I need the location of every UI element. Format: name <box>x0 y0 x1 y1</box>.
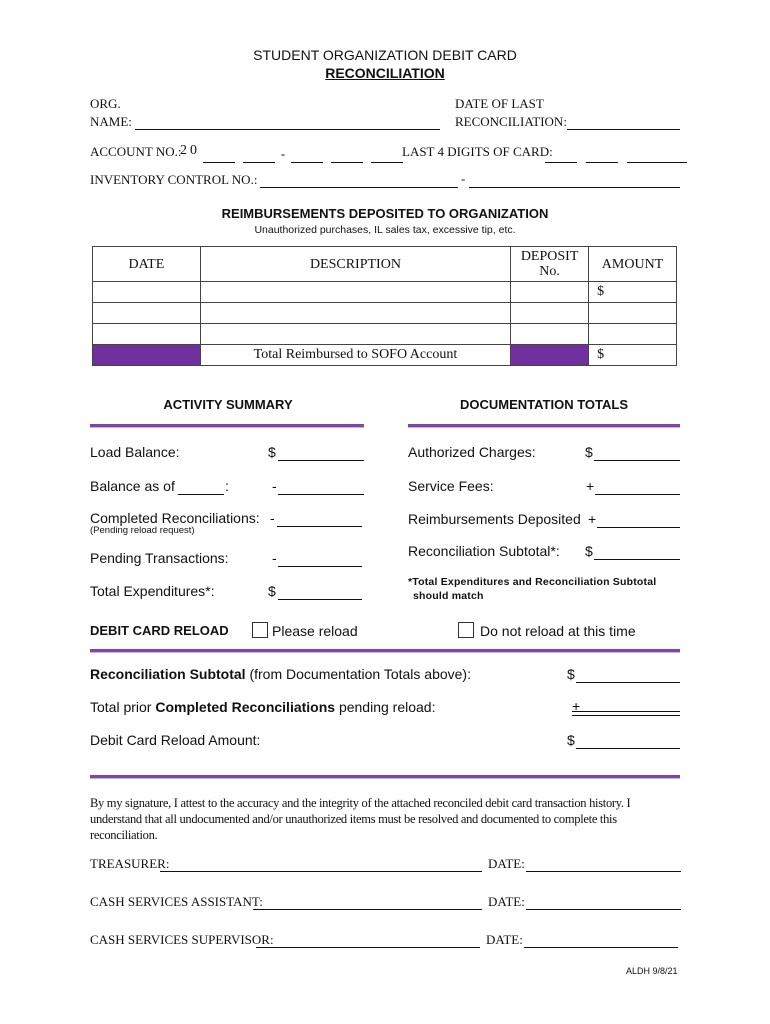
do-not-reload-label: Do not reload at this time <box>480 623 636 639</box>
total-row <box>93 345 677 366</box>
summary-line2-prefix: + <box>572 698 581 714</box>
amount-cell[interactable]: $ <box>589 282 677 303</box>
date-last-reconciliation-field[interactable] <box>567 114 680 130</box>
completed-note: (Pending reload request) <box>90 525 195 536</box>
cash-services-supervisor-label: CASH SERVICES SUPERVISOR: <box>90 932 274 947</box>
pending-transactions-field[interactable] <box>278 551 362 567</box>
date-cell[interactable] <box>93 324 201 345</box>
col-header-deposit: DEPOSIT No. <box>511 247 589 282</box>
date-cell[interactable] <box>93 303 201 324</box>
inventory-separator: - <box>461 171 466 186</box>
org-label-line1: ORG. <box>90 96 121 111</box>
reload-divider <box>90 649 680 653</box>
activity-divider <box>90 424 364 428</box>
table-row <box>93 282 677 303</box>
col-header-date: DATE <box>93 247 201 282</box>
total-expenditures-field[interactable] <box>278 584 362 600</box>
summary-line-reconciliation-subtotal: Reconciliation Subtotal (from Documentation Totals above): <box>90 666 471 682</box>
cash-services-assistant-label: CASH SERVICES ASSISTANT: <box>90 894 263 909</box>
total-expenditures-prefix: $ <box>268 583 276 599</box>
deposit-cell[interactable] <box>511 324 589 345</box>
treasurer-label: TREASURER: <box>90 856 170 871</box>
attestation-text: By my signature, I attest to the accuracy and the integrity of the attached reconciled debit card transaction history. I understand that all undocumented and/or unauthorized items must be resolved and documented to complete this reconciliation. <box>90 796 631 842</box>
assistant-signature-field[interactable] <box>253 895 482 910</box>
balance-field[interactable] <box>278 479 364 495</box>
reconciliation-subtotal-prefix: $ <box>585 543 593 559</box>
org-label-line2: NAME: <box>90 114 132 129</box>
pending-prefix: - <box>272 550 277 566</box>
description-cell[interactable] <box>200 282 510 303</box>
table-row <box>93 324 677 345</box>
load-balance-label: Load Balance: <box>90 444 180 460</box>
reimbursements-title: REIMBURSEMENTS DEPOSITED TO ORGANIZATION <box>221 206 549 221</box>
col-header-description: DESCRIPTION <box>200 247 510 282</box>
authorized-charges-field[interactable] <box>594 445 680 461</box>
inventory-control-field-2[interactable] <box>469 173 680 188</box>
reimbursements-deposited-label: Reimbursements Deposited <box>408 511 581 527</box>
deposit-cell[interactable] <box>511 282 589 303</box>
debit-card-reload-title: DEBIT CARD RELOAD <box>90 623 229 638</box>
summary-line-prior-completed: Total prior Completed Reconciliations pending reload: <box>90 699 436 715</box>
date-last-label-line2: RECONCILIATION: <box>455 114 567 129</box>
summary-line3-prefix: $ <box>567 732 575 748</box>
load-balance-prefix: $ <box>268 444 276 460</box>
do-not-reload-checkbox[interactable] <box>458 622 474 638</box>
amount-cell[interactable] <box>589 324 677 345</box>
supervisor-date-field[interactable] <box>524 933 678 948</box>
amount-cell[interactable] <box>589 303 677 324</box>
account-prefix: 20 <box>180 143 200 158</box>
deposit-cell[interactable] <box>511 303 589 324</box>
reimbursements-prefix: + <box>588 511 597 527</box>
total-deposit-shaded-cell <box>511 345 589 366</box>
attestation-divider <box>90 775 680 779</box>
balance-as-of-colon: : <box>225 478 229 494</box>
load-balance-field[interactable] <box>278 445 364 461</box>
inventory-control-field-1[interactable] <box>260 173 458 188</box>
pending-transactions-label: Pending Transactions: <box>90 550 229 566</box>
last4-field[interactable] <box>545 145 680 159</box>
reconciliation-subtotal-label: Reconciliation Subtotal*: <box>408 543 560 559</box>
account-number-label: ACCOUNT NO.: <box>90 144 182 159</box>
service-fees-label: Service Fees: <box>408 478 494 494</box>
match-note-line2: should match <box>413 590 484 602</box>
description-cell[interactable] <box>200 303 510 324</box>
please-reload-label: Please reload <box>272 623 358 639</box>
summary-reload-amount-field[interactable] <box>576 733 680 749</box>
supervisor-signature-field[interactable] <box>256 933 480 948</box>
date-cell[interactable] <box>93 282 201 303</box>
summary-reconciliation-subtotal-field[interactable] <box>576 667 680 683</box>
assistant-date-label: DATE: <box>488 894 525 909</box>
inventory-control-label: INVENTORY CONTROL NO.: <box>90 172 258 187</box>
treasurer-date-field[interactable] <box>526 857 681 872</box>
table-row <box>93 303 677 324</box>
supervisor-date-label: DATE: <box>486 932 523 947</box>
account-number-field[interactable]: - <box>203 145 388 159</box>
balance-prefix: - <box>272 478 277 494</box>
total-label-cell: Total Reimbursed to SOFO Account <box>200 345 510 366</box>
form-subtitle: RECONCILIATION <box>325 65 445 81</box>
treasurer-signature-field[interactable] <box>160 857 482 872</box>
org-name-field[interactable] <box>135 114 440 130</box>
activity-summary-title: ACTIVITY SUMMARY <box>163 397 293 412</box>
col-header-amount: AMOUNT <box>589 247 677 282</box>
table-header-row <box>93 247 677 282</box>
completed-reconciliations-label: Completed Reconciliations: <box>90 510 260 526</box>
reimbursements-table <box>92 246 677 366</box>
completed-reconciliations-field[interactable] <box>277 511 362 527</box>
last4-label: LAST 4 DIGITS OF CARD: <box>402 144 553 159</box>
reimbursements-subtitle: Unauthorized purchases, IL sales tax, excessive tip, etc. <box>254 224 516 236</box>
summary-line1-prefix: $ <box>567 666 575 682</box>
description-cell[interactable] <box>200 324 510 345</box>
treasurer-date-label: DATE: <box>488 856 525 871</box>
date-last-label-line1: DATE OF LAST <box>455 96 544 111</box>
balance-as-of-date-field[interactable] <box>178 479 224 495</box>
balance-as-of-label: Balance as of <box>90 478 175 494</box>
service-fees-field[interactable] <box>595 479 680 495</box>
total-amount-cell[interactable]: $ <box>589 345 677 366</box>
completed-prefix: - <box>270 510 275 526</box>
please-reload-checkbox[interactable] <box>252 622 268 638</box>
total-expenditures-label: Total Expenditures*: <box>90 583 215 599</box>
service-fees-prefix: + <box>586 478 595 494</box>
summary-prior-completed-field[interactable] <box>572 711 680 716</box>
form-title: STUDENT ORGANIZATION DEBIT CARD <box>253 47 517 63</box>
reconciliation-subtotal-field[interactable] <box>594 544 680 560</box>
reimbursements-deposited-field[interactable] <box>597 512 680 528</box>
form-version-code: ALDH 9/8/21 <box>626 966 678 976</box>
authorized-prefix: $ <box>585 444 593 460</box>
summary-line-reload-amount: Debit Card Reload Amount: <box>90 732 261 748</box>
match-note-line1: *Total Expenditures and Reconciliation Subtotal <box>408 576 657 588</box>
total-date-shaded-cell <box>93 345 201 366</box>
documentation-totals-title: DOCUMENTATION TOTALS <box>459 397 629 412</box>
documentation-divider <box>408 424 680 428</box>
assistant-date-field[interactable] <box>526 895 681 910</box>
authorized-charges-label: Authorized Charges: <box>408 444 536 460</box>
